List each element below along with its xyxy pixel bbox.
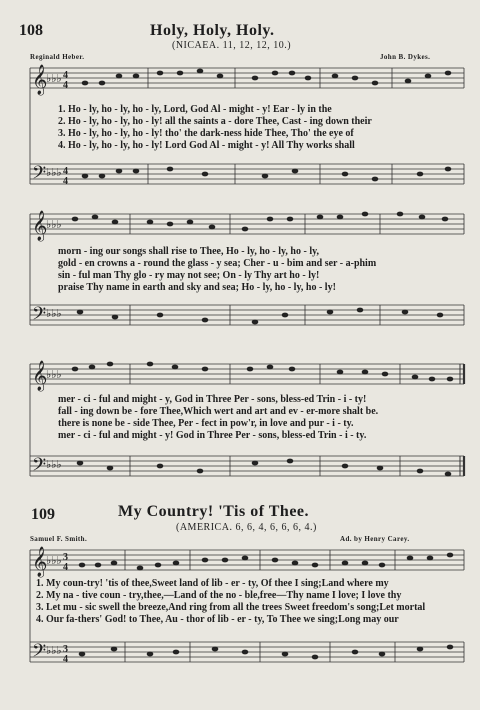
verse-line-4: mer - ci - ful and might - y! God in Three Per - sons, bless-ed Trin - i - ty. [58, 430, 367, 441]
verse-line-2: gold - en crowns a - round the glass - y sea; Cher - u - bim and ser - a-phim [58, 258, 377, 269]
tune-meter: (NICAEA. 11, 12, 12, 10.) [172, 40, 292, 51]
verse-line-4: praise Thy name in earth and sky and sea; Ho - ly, ho - ly, ho - ly! [58, 282, 336, 293]
svg-text:4: 4 [63, 80, 68, 91]
verse-line-1: mer - ci - ful and might - y, God in Three Per - sons, bless-ed Trin - i - ty! [58, 394, 367, 405]
verse-line-1: 1. My coun-try! 'tis of thee,Sweet land of lib - er - ty, Of thee I sing;Land where my [36, 578, 389, 589]
svg-text:♭♭♭: ♭♭♭ [46, 369, 62, 381]
svg-text:♭♭♭: ♭♭♭ [46, 645, 62, 657]
music-credit: John B. Dykes. [380, 53, 431, 61]
svg-text:♭♭♭: ♭♭♭ [46, 219, 62, 231]
verse-line-3: 3. Ho - ly, ho - ly, ho - ly! tho' the dark-ness hide Thee, Tho' the eye of [58, 128, 354, 139]
hymn-number: 109 [31, 506, 55, 523]
svg-text:𝄞: 𝄞 [32, 211, 48, 240]
svg-text:3: 3 [63, 644, 68, 655]
verse-line-3: sin - ful man Thy glo - ry may not see; On - ly Thy art ho - ly! [58, 270, 320, 281]
verse-line-2: 2. My na - tive coun - try,thee,—Land of the no - ble,free—Thy name I love; I love thy [36, 590, 402, 601]
svg-text:3: 3 [63, 552, 68, 563]
svg-text:♭♭♭: ♭♭♭ [46, 73, 62, 85]
svg-text:𝄞: 𝄞 [32, 65, 48, 94]
svg-text:4: 4 [63, 654, 68, 665]
hymn-title: Holy, Holy, Holy. [150, 22, 275, 39]
tune-meter: (AMERICA. 6, 6, 4, 6, 6, 6, 4.) [176, 522, 317, 533]
svg-text:4: 4 [63, 562, 68, 573]
svg-text:𝄞: 𝄞 [32, 361, 48, 390]
svg-text:𝄢: 𝄢 [32, 162, 47, 187]
verse-line-2: fall - ing down be - fore Thee,Which wert and art and ev - er-more shalt be. [58, 406, 379, 417]
svg-text:𝄢: 𝄢 [32, 303, 47, 328]
svg-text:4: 4 [63, 176, 68, 187]
music-credit: Ad. by Henry Carey. [340, 535, 410, 543]
svg-text:♭♭♭: ♭♭♭ [46, 167, 62, 179]
verse-line-4: 4. Our fa-thers' God! to Thee, Au - thor of lib - er - ty, To Thee we sing;Long may our [36, 614, 399, 625]
verse-line-1: morn - ing our songs shall rise to Thee, Ho - ly, ho - ly, ho - ly, [58, 246, 320, 257]
words-credit: Reginald Heber. [30, 53, 85, 61]
words-credit: Samuel F. Smith. [30, 535, 88, 543]
svg-text:♭♭♭: ♭♭♭ [46, 555, 62, 567]
svg-text:𝄢: 𝄢 [32, 454, 47, 479]
svg-text:♭♭♭: ♭♭♭ [46, 308, 62, 320]
svg-text:♭♭♭: ♭♭♭ [46, 459, 62, 471]
svg-text:𝄢: 𝄢 [32, 640, 47, 665]
svg-text:𝄞: 𝄞 [32, 547, 48, 576]
verse-line-3: 3. Let mu - sic swell the breeze,And ring from all the trees Sweet freedom's song;Let mortal [36, 602, 426, 613]
svg-text:4: 4 [63, 70, 68, 81]
verse-line-2: 2. Ho - ly, ho - ly, ho - ly! all the saints a - dore Thee, Cast - ing down their [58, 116, 372, 127]
hymn-title: My Country! 'Tis of Thee. [118, 503, 310, 520]
verse-line-1: 1. Ho - ly, ho - ly, ho - ly, Lord, God Al - might - y! Ear - ly in the [58, 104, 332, 115]
verse-line-4: 4. Ho - ly, ho - ly, ho - ly! Lord God Al - might - y! All Thy works shall [58, 140, 355, 151]
svg-text:4: 4 [63, 166, 68, 177]
verse-line-3: there is none be - side Thee, Per - fect in pow'r, in love and pur - i - ty. [58, 418, 354, 429]
hymn-number: 108 [19, 22, 43, 39]
